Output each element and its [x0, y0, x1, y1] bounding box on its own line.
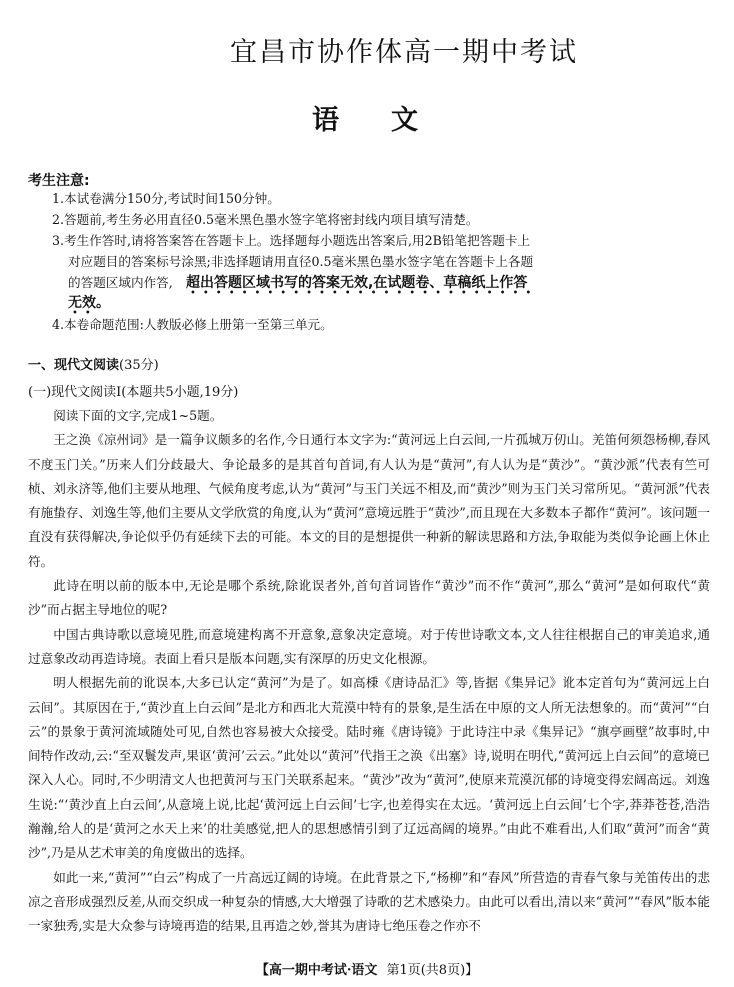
passage-paragraph-1: 王之涣《凉州词》是一篇争议颇多的名作,今日通行本文字为:“黄河远上白云间,一片孤城万仞山。羌笛何须怨杨柳,春风不度玉门关。”历来人们分歧最大、争论最多的是其首句首词,有人认为是“黄河”,有人认为是“黄沙”。“黄沙派”代表有竺可桢、刘永济等,他们主要从地理、气候角度考虑,认为“黄河”与玉门关远不相及,而“黄沙”则为玉门关习常所见。“黄河派”代表有施蛰存、刘逸生等,他们主要从文学欣赏的角度,认为“黄河”意境远胜于“黄沙”,而且现在大多数本子都作“黄河”。该问题一直没有获得解决,争论似乎仍有延续下去的可能。本文的目的是想提供一种新的解读思路和方法,争取能为类似争论画上休止符。 [28, 432, 710, 569]
notice-item-1: 1.本试卷满分150分,考试时间150分钟。 [52, 191, 280, 206]
notice-item-3: 3.考生作答时,请将答案答在答题卡上。选择题每小题选出答案后,用2B铅笔把答题卡上 [52, 233, 531, 248]
passage-paragraph-4: 明人根据先前的讹误本,大多已认定“黄河”为是了。如高棅《唐诗品汇》等,皆据《集异记》讹本定首句为“黄河远上白云间”。其原因在于,“黄沙直上白云间”是北方和西北大荒漠中特有的景象,是生活在中原的文人所无法想象的。而“黄河”“白云”的景象于黄河流域随处可见,自然也容易被大众接受。陆时雍《唐诗镜》于此诗注中录《集异记》“旗亭画壁”故事时,中间特作改动,云:“至双鬟发声,果讴‘黄河’云云。”此处以“黄河”代指王之涣《出塞》诗,说明在明代,“黄河远上白云间”的意境已深入人心。同时,不少明清文人也把黄河与玉门关联系起来。“黄沙”改为“黄河”,使原来荒漠沉郁的诗境变得宏阔高远。刘逸生说:“‘黄沙直上白云间’,从意境上说,比起‘黄河远上白云间’七字,也差得实在太远。‘黄河远上白云间’七个字,莽莽苍苍,浩浩瀚瀚,给人的是‘黄河之水天上来’的壮美感觉,把人的思想感情引到了辽远高阔的境界。”由此不难看出,人们取“黄河”而舍“黄沙”,乃是从艺术审美的角度做出的选择。 [28, 675, 710, 861]
subsection-heading: (一)现代文阅读Ⅰ(本题共5小题,19分) [28, 385, 239, 400]
notice-item-2: 2.答题前,考生务必用直径0.5毫米黑色墨水签字笔将密封线内项目填写清楚。 [52, 212, 479, 227]
passage-intro: 阅读下面的文字,完成1~5题。 [53, 408, 223, 423]
notice-item-4: 4.本卷命题范围:人教版必修上册第一至第三单元。 [52, 317, 333, 332]
passage-paragraph-3: 中国古典诗歌以意境见胜,而意境建构离不开意象,意象决定意境。对于传世诗歌文本,文人往往根据自己的审美追求,通过意象改动再造诗境。表面上看只是版本问题,实有深厚的历史文化根源。 [28, 626, 710, 666]
page-footer: 【高一期中考试·语文 第1页(共8页)】 [255, 963, 479, 978]
emphasis-dots: ••••••••••••••••••••••••••• [190, 288, 539, 299]
passage-paragraph-2: 此诗在明以前的版本中,无论是哪个系统,除讹误者外,首句首词皆作“黄沙”而不作“黄河”,那么“黄河”是如何取代“黄沙”而占据主导地位的呢? [28, 578, 710, 618]
notice-emphasis: 超出答题区域书写的答案无效,在试题卷、草稿纸上作答 [186, 275, 528, 291]
section-heading: 一、现代文阅读(35分) [28, 358, 159, 373]
notice-emphasis-end: 无效。 [68, 295, 110, 311]
reading-passage [28, 404, 710, 939]
passage-paragraph-5: 如此一来,“黄河”“白云”构成了一片高远辽阔的诗境。在此背景之下,“杨柳”和“春风”所营造的青春气象与羌笛传出的悲凉之音形成强烈反差,从而交织成一种复杂的情感,大大增强了诗歌的艺术感染力。由此可以看出,清以来“黄河”“春风”版本能一家独秀,实是大众参与诗境再造的结果,且再造之妙,誉其为唐诗七绝压卷之作亦不 [28, 869, 710, 934]
emphasis-dots-end: •• [72, 308, 98, 319]
notice-heading: 考生注意: [28, 173, 90, 189]
exam-title: 宜昌市协作体高一期中考试 [230, 37, 578, 68]
subject-title: 语文 [312, 105, 470, 136]
notice-item-3-cont2: 的答题区域内作答, [68, 275, 173, 290]
notice-item-3-cont: 对应题目的答案标号涂黑;非选择题请用直径0.5毫米黑色墨水签字笔在答题卡上各题 [68, 254, 534, 269]
